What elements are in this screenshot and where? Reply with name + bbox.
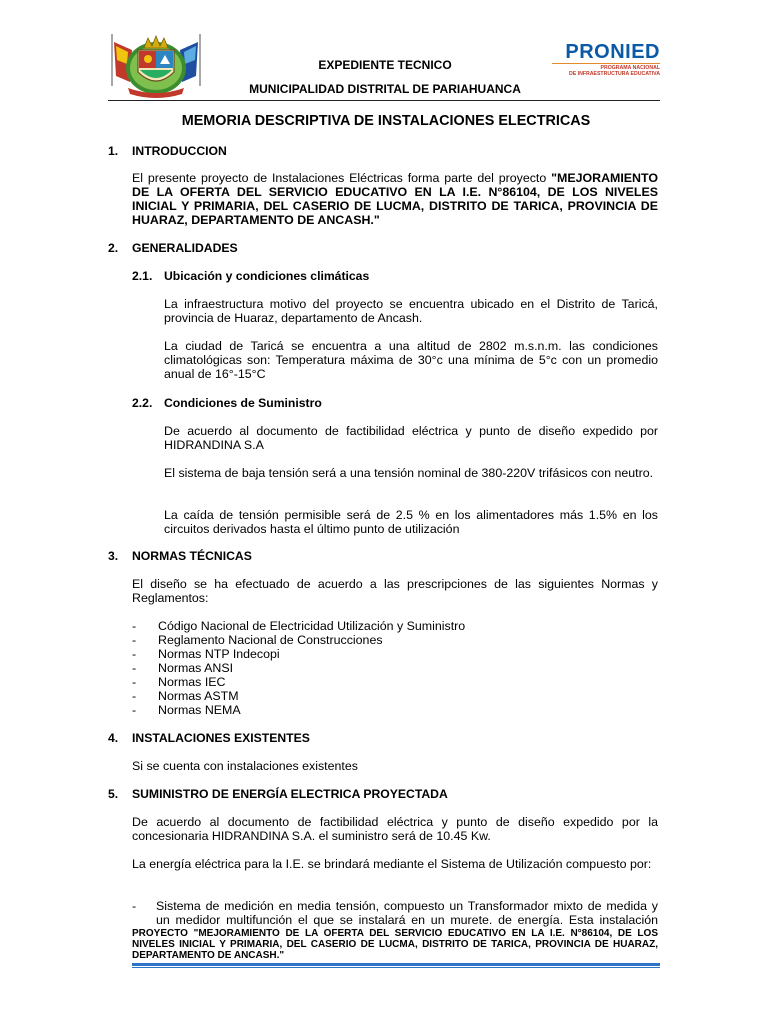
utilization-system-text: Sistema de medición en media tensión, compuesto un Transformador mixto de medida y un medidor multifunción el que se instalará en un murete. de energía. Esta instalación	[156, 899, 658, 927]
standards-intro: El diseño se ha efectuado de acuerdo a las prescripciones de las siguientes Normas y Reglamentos:	[132, 577, 658, 605]
intro-text: El presente proyecto de Instalaciones Eléctricas forma parte del proyecto	[132, 171, 552, 185]
subsection-title: Condiciones de Suministro	[164, 396, 322, 410]
energy-supply-paragraph-2: La energía eléctrica para la I.E. se brindará mediante el Sistema de Utilización compuesto por:	[132, 857, 652, 871]
section-title: INTRODUCCION	[132, 144, 227, 158]
section-title: SUMINISTRO DE ENERGÍA ELECTRICA PROYECTADA	[132, 787, 448, 801]
pronied-logo-rule	[552, 63, 660, 64]
supply-paragraph-3: La caída de tensión permisible será de 2.5 % en los alimentadores más 1.5% en los circuitos derivados hasta el último punto de utilización	[164, 508, 658, 536]
list-item-text: Reglamento Nacional de Construcciones	[158, 633, 383, 647]
section-number: 1.	[108, 144, 119, 158]
document-title: MEMORIA DESCRIPTIVA DE INSTALACIONES ELECTRICAS	[181, 113, 591, 129]
list-item: - Normas ANSI	[132, 661, 234, 675]
list-item-text: Normas ANSI	[158, 661, 234, 675]
supply-paragraph-1: De acuerdo al documento de factibilidad eléctrica y punto de diseño expedido por HIDRANDINA S.A	[164, 424, 658, 452]
list-item: - Código Nacional de Electricidad Utilización y Suministro	[132, 619, 466, 633]
section-number: 5.	[108, 787, 119, 801]
project-name: "MEJORAMIENTO DE LA OFERTA DEL SERVICIO EDUCATIVO EN LA I.E. N°86104, DE LOS NIVELES INICIAL Y PRIMARIA, DEL CASERIO DE LUCMA, DISTRITO DE TARICA, PROVINCIA DE HUARAZ, DEPARTAMENTO DE ANCASH."	[132, 171, 658, 227]
list-item: - Normas NTP Indecopi	[132, 647, 280, 661]
subsection-number: 2.2.	[132, 396, 153, 410]
location-paragraph: La infraestructura motivo del proyecto se encuentra ubicado en el Distrito de Taricá, provincia de Huaraz, departamento de Ancash.	[164, 297, 658, 325]
list-item-text: Código Nacional de Electricidad Utilización y Suministro	[158, 619, 466, 633]
section-number: 4.	[108, 731, 119, 745]
list-item: - Normas IEC	[132, 675, 226, 689]
energy-supply-paragraph-1: De acuerdo al documento de factibilidad eléctrica y punto de diseño expedido por la concesionaria HIDRANDINA S.A. el suministro será de 10.45 Kw.	[132, 815, 658, 843]
pronied-logo-line1: PROGRAMA NACIONAL	[600, 65, 660, 71]
header-divider	[108, 100, 660, 101]
footer-project-name: PROYECTO "MEJORAMIENTO DE LA OFERTA DEL SERVICIO EDUCATIVO EN LA I.E. N°86104, DE LOS NIVELES INICIAL Y PRIMARIA, DEL CASERIO DE LUCMA, DISTRITO DE TARICA, PROVINCIA DE HUARAZ, DEPARTAMENTO DE ANCASH."	[132, 928, 658, 961]
standards-list	[132, 619, 465, 717]
pronied-logo	[548, 42, 660, 77]
document-page: EXPEDIENTE TECNICO MUNICIPALIDAD DISTRITAL DE PARIAHUANCA PRONIED PROGRAMA NACIONAL DE INFRAESTRUCTURA EDUCATIVA MEMORIA DESCRIPTIVA DE INSTALACIONES ELECTRICAS 1. INTRODUCCION El presente proyecto de Instalaciones Eléctricas forma parte del proyecto "MEJORAMIENTO DE LA OFERTA DEL SERVICIO EDUCATIVO EN LA I.E. N°86104, DE LOS NIVELES INICIAL Y PRIMARIA, DEL CASERIO DE LUCMA, DISTRITO DE TARICA, PROVINCIA DE HUARAZ, DEPARTAMENTO DE ANCASH." 2. GENERALIDADES 2.1. Ubicación y condiciones climáticas La infraestructura motivo del proyecto se encuentra ubicado en el Distrito de Taricá, provincia de Huaraz, departamento de Ancash. La ciudad de Taricá se encuentra a una altitud de 2802 m.s.n.m. las condiciones climatológicas son: Temperatura máxima de 30°c una mínima de 5°c con un promedio anual de 16°-15°C 2.2. Condiciones de Suministro De acuerdo al documento de factibilidad eléctrica y punto de diseño expedido por HIDRANDINA S.A El sistema de baja tensión será a una tensión nominal de 380-220V trifásicos con neutro. La caída de tensión permisible será de 2.5 % en los alimentadores más 1.5% en los circuitos derivados hasta el último punto de utilización 3. NORMAS TÉCNICAS El diseño se ha efectuado de acuerdo a las prescripciones de las siguientes Normas y Reglamentos: - Código Nacional de Electricidad Utilización y Suministro - Reglamento Nacional de Construcciones - Normas NTP Indecopi - Normas ANSI - Normas IEC - Normas ASTM - Normas NEMA 4. INSTALACIONES EXISTENTES Si se cuenta con instalaciones existentes 5. SUMINISTRO DE ENERGÍA ELECTRICA PROYECTADA De acuerdo al documento de factibilidad eléctrica y punto de diseño expedido por la concesionaria HIDRANDINA S.A. el suministro será de 10.45 Kw. La energía eléctrica para la I.E. se brindará mediante el Sistema de Utilización compuesto por: - Sistema de medición en media tensión, compuesto un Transformador mixto de medida y un medidor multifunción el que se instalará en un murete. de energía. Esta instalación PROYECTO "MEJORAMIENTO DE LA OFERTA DEL SERVICIO EDUCATIVO EN LA I.E. N°86104, DE LOS NIVELES INICIAL Y PRIMARIA, DEL CASERIO DE LUCMA, DISTRITO DE TARICA, PROVINCIA DE HUARAZ, DEPARTAMENTO DE ANCASH."	[0, 0, 768, 1024]
footer-divider-thin	[132, 967, 660, 968]
list-item-text: Normas NEMA	[158, 703, 241, 717]
pronied-logo-line2: DE INFRAESTRUCTURA EDUCATIVA	[569, 71, 660, 77]
list-item-text: Normas NTP Indecopi	[158, 647, 280, 661]
section-number: 2.	[108, 241, 119, 255]
header-subtitle: MUNICIPALIDAD DISTRITAL DE PARIAHUANCA	[249, 82, 521, 96]
section-title: NORMAS TÉCNICAS	[132, 549, 252, 563]
header-title: EXPEDIENTE TECNICO	[318, 58, 452, 72]
pronied-logo-word: PRONIED	[565, 41, 660, 63]
list-item: - Reglamento Nacional de Construcciones	[132, 633, 383, 647]
climate-paragraph: La ciudad de Taricá se encuentra a una altitud de 2802 m.s.n.m. las condiciones climatológicas son: Temperatura máxima de 30°c una mínima de 5°c con un promedio anual de 16°-15°C	[164, 339, 658, 381]
section-title: GENERALIDADES	[132, 241, 238, 255]
footer-divider-thick	[132, 963, 660, 966]
list-item-text: Normas IEC	[158, 675, 226, 689]
list-item: - Normas ASTM	[132, 689, 239, 703]
supply-paragraph-2: El sistema de baja tensión será a una tensión nominal de 380-220V trifásicos con neutro.	[164, 466, 654, 480]
section-number: 3.	[108, 549, 119, 563]
list-item: - Normas NEMA	[132, 703, 241, 717]
subsection-number: 2.1.	[132, 269, 153, 283]
section-title: INSTALACIONES EXISTENTES	[132, 731, 310, 745]
existing-installations-text: Si se cuenta con instalaciones existentes	[132, 759, 358, 773]
intro-paragraph	[132, 171, 658, 227]
list-item-text: Normas ASTM	[158, 689, 239, 703]
subsection-title: Ubicación y condiciones climáticas	[164, 269, 370, 283]
